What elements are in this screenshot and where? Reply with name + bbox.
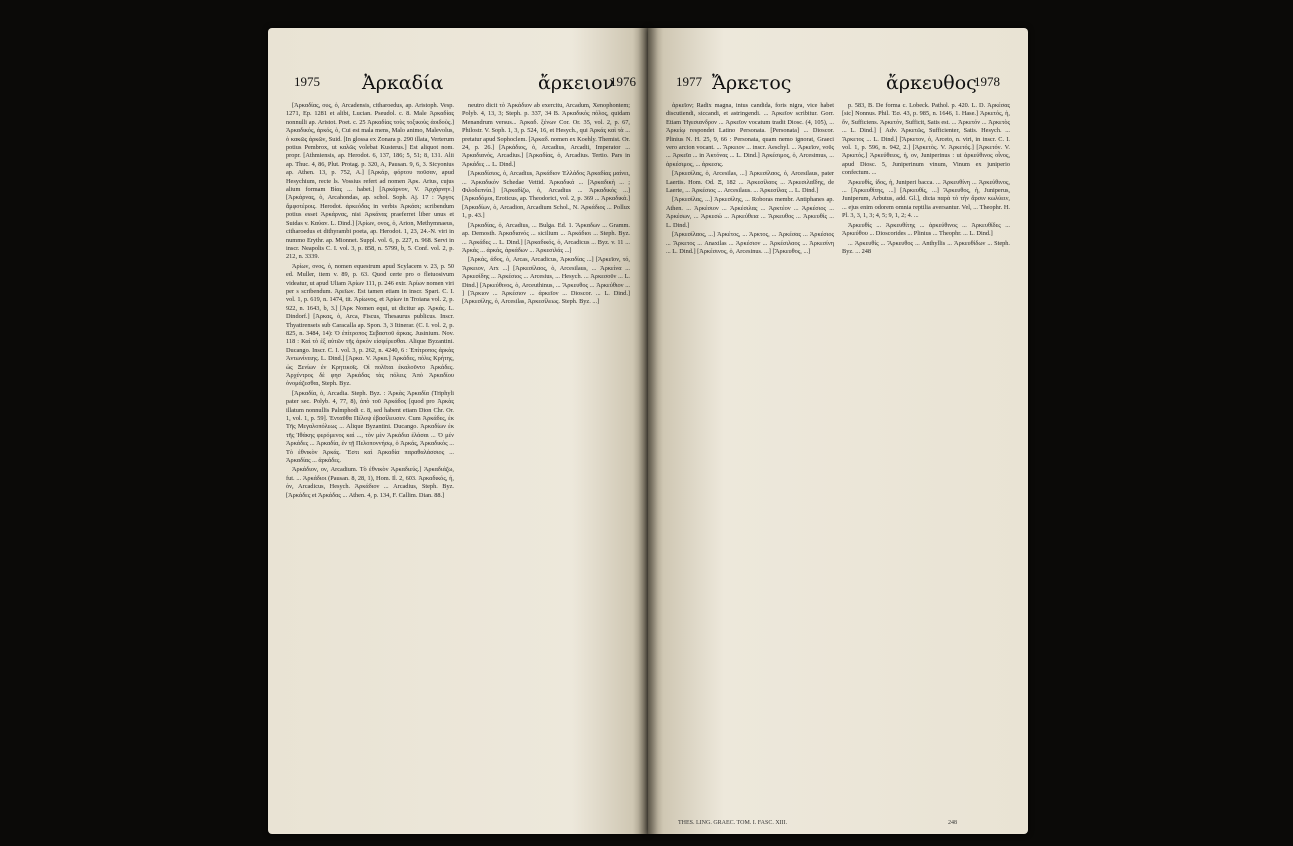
column-number-1976: 1976: [610, 74, 636, 89]
lexicon-entry: Ἀρκάδιον, ον, Arcadium. Τὸ ἐθνικὸν Ἀρκαδιεύς.] Ἀρκαδιάζω, fut. ... Ἀρκάδιοι (Pausan. 8, 28, 1), Hom. Il. 2, 603. Ἀρκαδικός, ή, όν, Arcadicus, Hesych. Ἀρκάδιον ... Arcadius, Steph. Byz. [Ἀρκάδες et Ἀρκάδας ... Athen. 4, p. 134, F. Callim. Dian. 88.]: [286, 466, 454, 499]
right-page: [648, 28, 1028, 834]
signature-number: 248: [948, 820, 957, 826]
lexicon-entry: [Ἀρκαδίας, ὁ, Arcadius, ... Bulga. Ed. 1. Ἄρκαδων ... Gramm. ap. Demosth. Ἀρκαδιανός ... sicilium ... Ἀρκάδιοι ... Steph. Byz. ... Ἀρκάδες ... L. Dind.] [Ἀρκαδικός, ὁ, Arcadicus ... Byz. v. 11 ... Ἀρκάς ... ἀρκάς, ἀρκάδων ... Ἀρκεσιλάς ...]: [462, 221, 630, 254]
lexicon-entry: [Ἀρκάς, ἀδος, ὁ, Arcas, Arcadicus, Ἀρκαδίας ...] [Ἀρκεῖον, τό, Ἄρκειον, Arx ...] [Ἀρκεσίλαος, ὁ, Arcesilaus, ... Ἀρκείνα ... Ἀρκεσίδης ... Ἀρκέσιος ... Arcesius, ... Hesych. ... Ἀρκεσοῦν ... L. Dind.] [Ἀρκεύθινος, ὁ, Arceuthinus, ... Ἄρκευθος ... Ἀρκεύθιον ... ] [Ἄρκιον ... Ἀρκέσιον ... ἀρκεῖον ... Dioscor. ... L. Dind.] [Ἀρκεσίλης, ὁ, Arcesilas, Ἀρκεσίλεως. Steph. Byz. ...]: [462, 256, 630, 306]
lexicon-entry: ἀρκεῖον; Radix magna, intus candida, foris nigra, vice habet discutiendi, siccandi, et astringendi. ... Ἀρκεῖον scribitur. Gorr. Etiam Ἡγεσιανδρον ... Ἀρκεῖον vocatum tradit Diosc. (4, 105), ... Ἀρκείῳ respondet Latino Personata. [Personata] ... Dioscor. Plinius N. H. 25, 9, 66 : Personata, quam nemo ignorat, Graeci vero arcion vocant. ... Ἄρκειον ... inscr. Aeschyl. ... Ἀρκεῖον, νοῦς ... Ἀρκεῖα ... in Ἀκτόνας ... L. Dind.] Ἀρκέσιμος, ὁ, Arcesimus, ... ἀρκέσιμος, ... ἀρκεσις.: [666, 102, 834, 168]
column-number-1978: 1978: [974, 74, 1000, 89]
lexicon-entry: Ἀρκευθὶς ... Ἀρκευθίτης ... ἀρκεύθινος ... Ἀρκευθίδες ... Ἀρκεύθου ... Dioscorides ... Plinius ... Theophr. ... L. Dind.]: [842, 221, 1010, 238]
lexicon-entry: [Ἀρκεσίλας, ὁ, Arcesilas, ...] Ἀρκεσίλαος, ὁ, Arcesilaus, pater Laertis. Hom. Od. Ξ, 182 ... Ἀρκεσίλαος ... Ἀρκεσιλαΐδης, de Laerte, ... Ἀρκέσιος ... Arcesilaus. ... Ἀρκεσίλας ... L. Dind.]: [666, 170, 834, 195]
right-page-column-a: [666, 102, 834, 814]
right-page-columns: [666, 102, 1010, 814]
lexicon-entry: p. 583, B. De forma c. Lobeck. Pathol. p. 420. L. D. Ἀρκέσας [sic] Nonnus. Phil. Ἐσ. 43, p. 985, n. 1646, 1. Hase.] Ἀρκετός, ἡ, ὄν, Sufficiens. Ἀρκετόν, Sufficit, Satis est. ... Ἀρκετόν ... Ἀρκετὸς ... L. Dind.] [ Adv. Ἀρκετῶς, Sufficienter, Satis. Hesych. ... Ἄρκετος ... L. Dind.] [Ἄρκετον, ὁ, Arceto, n. viri, in inscr. C. I. vol. 1, p. 596, n. 942, 2.] [Ἀρκετὸς. V. Ἀρκετός.] [Ἀρκετόν. V. Ἀρκετός.] Ἀρκεύθειος, ἡ, ον, Juniperinus : ut ἀρκεύθινος οἶνος, apud Diosc. 5, Juniperinum vinum, Vinum ex juniperio confectum. ...: [842, 102, 1010, 177]
left-page-column-b: [462, 102, 630, 814]
lexicon-entry: [Ἀρκαδίσιος, ὁ, Arcadius, Ἀρκάδιον Ἑλλάδος Ἀρκαδίας μαίνει, ... Ἀρκαδικόν Schedae Vettid. Ἀρκαδικά ... [Ἀρκαδικὴ ... ; Φιλοδεπνία.] [Ἀρκαδίζω, ὁ, Arcadius ... Ἀρκαδικός ...] [Ἀρκαδόμοι, Eroticus, ap. Theodorici, vol. 2, p. 369 ... Ἀρκαδικά.] [Ἀρκαδίων, ὁ, Arcadion, Arcadium Schol., N. Ἀρκάδιος ... Pollux 1, p. 43.]: [462, 170, 630, 220]
lexicon-entry: [Ἀρκαδίας, ους, ὁ, Arcadensis, citharoedus, ap. Aristoph. Vesp. 1271, Ep. 1281 et alibi, Lucian. Pseudol. c. 8. Male Ἀρκαδίας nonnulli ap. Aristot. Poet. c. 25 Ἀρκαδίας τοὺς τοξικοὺς ἀοιδοὺς.] Ἀρκαδικός, ἀρκός, ὁ, Cui est mala mens, Malo animo, Malevolus, ὁ κακῶς ἀρκῶν, Suid. [In glossa ex Zonara p. 290 illata, Verterum potius Pembrox, ut καλῶς volebat Kusterus.] Est aliquot nom. propr. [Athmiensis, ap. Herodot. 6, 137, 186; 5, 51; 8, 131. Alii ap. Thuc. 4, 86, Plut. Protag. p. 320, A, Pausan. 9, 6, 3. Sicyonius ap. Athen. 13, p. 752, A.] [Ἀρκάρ, φόρτου ποῦσαν, apud Hesychium, recte ls. Vossius refert ad nomen Ἀρκ. Arius, cujus alium formam Βίας ... habet.] [Ἀρκάρνον, V. Ἀρχάρνην.] [Ἀρκάρνας, ὁ, Arcahondas, ap. schol. Soph. Aj. 17 : Ἄργος ἄμφοτέροις. Herodot. ἀρκεόδας in verbis Ἀρκάσι; scribendum potius esset Ἀρκάρνας, nisi Ἀρκάνας praeferret liber unus et Suidas v. Καύαν. L. Dind.] [Ἀρίων, ονος, ὁ, Arion, Methymnaeus, citharoedus et dithyrambi poeta, ap. Herodot. 1, 23, 24.-N. viri in nummo Erythr. ap. Mionnet. Suppl. vol. 6, p. 227, n. 968. Servi in inscr. Neapolis C. I. vol. 3, p. 858, n. 5799, b, 5. Conf. vol. 2, p. 212, n. 3339.: [286, 102, 454, 261]
left-page: [268, 28, 648, 834]
lexicon-entry: [Ἀρκεσίλας, ...] Ἀρκεσίλης, ... Roboras membr. Antiphanes ap. Athen. ... Ἀρκέσιον ... Ἀρκέσιλας ... Ἀρκτέον ... Ἀρκέσιος ... Ἀρκέσων, ... Ἀρκεσώ ... Ἀρκεύθεια ... Ἄρκευθος ... Ἀρκευθίς ... L. Dind.]: [666, 196, 834, 229]
open-book: [268, 28, 1028, 834]
column-number-1977: 1977: [676, 74, 702, 89]
book-gutter-shadow: [638, 28, 658, 834]
running-headword-right: ἄρκευθος: [886, 72, 977, 94]
lexicon-entry: ... Ἀρκευθίς ... Ἄρκευθος ... Anthyllis ... Ἀρκευθίδων ... Steph. Byz. ... 248: [842, 239, 1010, 255]
lexicon-entry: Ἀρίων, ονος, ὁ, nomen equestrum apud Scylacem v. 23, p. 50 ed. Muller, item v. 89, p. 63. Quod certe pro o fletuosivum videatur, ut apud Uliam Ἀρίων 111, p. 246 extr. Ἀρίων nomen viri per s scribendum. Ἀρεῖων. Est tamen etiam in inscr. Spart. C. I. vol. 1, p. 619, n. 1474, tit. Ἀρίωνος, et Ἀρίων in Troiana vol. 2, p. 922, n. 1643, b, 3.] [Ἀρκ Nomen equi, ut dicitur ap. Ἀρκάς. L. Dindorf.] [Ἀρκας, ὁ, Arca, Fiscus, Thesaurus publicus. Inscr. Thyatirenseis sub Caracalla ap. Spon. 3, 3 Itinerar. (C. I. vol. 2, p. 825, n. 3484, 14): Ὁ ἐπίτροπος Σεβαστοῦ ἀρκας. Jusinium. Nov. 118 : Καὶ τὸ ἐξ αὐτῶν τῆς ἀρκὸν εἰσφέρεσθαι. Alique Byzantini. Ducango. Inscr. C. I. vol. 3, p. 262, n. 4240, 6 : Ἐπίτροπος ἀρκὰς Ἀντωνίνειης. L. Dind.] [Ἀρκα. V. Ἀρκα.] Ἀρκάδες, πόλις Κρήτης, ὡς Ξενίων ἐν Κρητικοῖς. Οἱ πολῖται ἐκαλοῦντο Ἀρκάδες. Ἀρχέντρος δὲ φησ Ἀρκάδας τὰς πόλεις Ἀπὸ Ἀρκαδίου ὀνομάζεσθαι, Steph. Byz.: [286, 262, 454, 388]
running-headword-left: Ἄρκετος: [712, 72, 792, 94]
column-number-1975: 1975: [294, 74, 320, 89]
left-page-column-a: [286, 102, 454, 814]
signature-footer: THES. LING. GRAEC. TOM. I. FASC. XIII.: [678, 820, 788, 826]
running-headword-right: ἄρκειον: [538, 72, 615, 94]
lexicon-entry: Ἀρκευθίς, ίδος, ἡ, Juniperi bacca. ... Ἀρκευθίνη ... Ἀρκεύθινος, ... [Ἀρκευθίτης, ...] [Ἀρκευθίς, ...] Ἄρκευθος, ἡ, Juniperus, Juniperum, Arbutus, add. Gl.], dicta παρὰ τὸ τὴν ἄρσιν κωλύειν, ... ejus enim odorem omnia reptilia aversantur. Vel, ... Theophr. H. Pl. 3, 3, 1, 3; 4, 5; 9, 1, 2; 4. ...: [842, 178, 1010, 220]
lexicon-entry: [Ἀρκαδία, ὁ, Arcadia. Steph. Byz. : Ἀρκὰς Ἀρκαδία (Triphyli pater sec. Polyb. 4, 77, 8), ἀπὸ τοῦ Ἀρκάδος [quod pro Ἀρκὰς illatum nonnullis Palmphodi c. 8, sed habent etiam Dion Chr. Or. 1, vol. 1, p. 59]. Ἐνταῦθα Πέλοψ ἐβασίλευσεν. Cum Ἀρκάδες, ἐκ Τῆς Μεγαλοπόλεως ... Alique Byzantini. Ducango. Ἀρκαδίων ἐκ τῆς Ἰθάκης φερόμενος καὶ ..., τὸν μὲν Ἀρκάδια ἐλάσαι ... Ὁ μέν Ἀρκάδες ... Ἀρκαδία, ἐν τῇ Πελοποννήσῳ, ὁ Ἀρκάς, Ἀρκαδικὸς ... Τὸ ἐθνικὸν Ἀρκάς. Ἔστι καὶ Ἀρκαδία παραθαλάσσιος ... Ἀρκαδίας ... ἀρκάδες.: [286, 389, 454, 465]
lexicon-entry: [Ἀρκεσίλαος, ...] Ἀρκέτος, ... Ἀρκτος, ... Ἀρκέσας ... Ἀρκέσιος ... Ἄρκετος ... Anaxilas ... Ἀρκέσιον ... Ἀρκέσιλαος ... Ἀρκεσίνη ... L. Dind.] [Ἀρκέσινος, ὁ, Arcesinus. ...] [Ἄρκευθος, ...]: [666, 231, 834, 255]
left-page-columns: [286, 102, 630, 814]
running-headword-left: Ἀρκαδία: [362, 72, 444, 94]
right-page-header: [668, 72, 1008, 96]
right-page-column-b: [842, 102, 1010, 814]
left-page-header: [288, 72, 636, 96]
lexicon-entry: neutro dicit τὸ Ἀρκάδιον ab exercitu, Arcadum, Xenophontem; Polyb. 4, 13, 3; Steph. p. 337, 34 B. Ἀρκαδικός πόλος, quidam Menandrum versus... Ἀρκαδ. ξένων Cor. Or. 35, vol. 2, p. 67, Philostr. V. Soph. 1, 3, p. 524, 16, et Hesych., qui Ἀρκάς καὶ τὰ ... pretatur apud Sophoclem. [Ἀρκαδ. nomen ex Koehly. Themist. Or. 24, p. 26.] [Ἀρκάδιος, ὁ, Arcadius, Arcadii, Imperator ... Ἀρκαδιανός, Arcadius.] [Ἀρκαδίας, ὁ, Arcadius. Tertio. Pars in Ἀρκάδες ... L. Dind.]: [462, 102, 630, 168]
